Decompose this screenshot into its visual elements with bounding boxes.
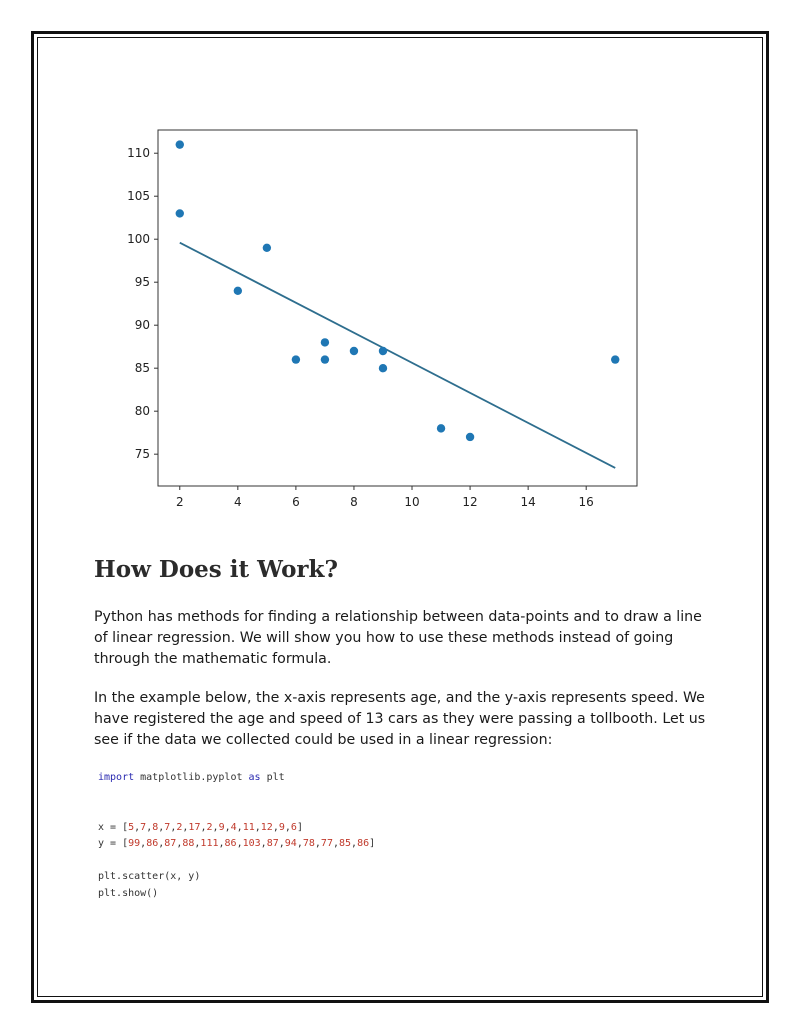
- data-point: [350, 347, 358, 355]
- code-module: matplotlib.pyplot: [134, 772, 249, 783]
- code-x-value: 9: [278, 821, 285, 833]
- y-tick-label: 90: [134, 318, 150, 333]
- code-y-values: 99,86,87,88,111,86,103,87,94,78,77,85,86: [128, 838, 370, 849]
- data-point: [292, 355, 300, 363]
- code-x-value: 2: [206, 821, 213, 833]
- code-keyword-as: as: [248, 772, 261, 783]
- data-point: [321, 338, 329, 346]
- y-tick-label: 95: [134, 275, 150, 290]
- code-y-value: 87: [164, 838, 177, 849]
- y-tick-label: 80: [134, 404, 150, 419]
- data-point: [234, 287, 242, 295]
- code-y-value: 111: [200, 838, 219, 849]
- code-x-value: 7: [164, 821, 171, 833]
- x-tick-label: 12: [462, 495, 478, 509]
- code-x-values: 5,7,8,7,2,17,2,9,4,11,12,9,6: [128, 821, 297, 833]
- code-y-prefix: y = [: [98, 838, 129, 849]
- code-y-value: 77: [320, 838, 333, 849]
- code-line-x: [98, 820, 375, 837]
- data-point: [466, 433, 474, 441]
- y-tick-label: 85: [134, 361, 150, 376]
- code-x-value: 11: [242, 821, 255, 833]
- data-point: [176, 140, 184, 148]
- x-tick-label: 10: [404, 495, 420, 509]
- code-y-value: 78: [302, 838, 315, 849]
- x-tick-label: 14: [520, 495, 536, 509]
- code-y-value: 86: [224, 838, 237, 849]
- code-y-value: 99: [128, 838, 141, 849]
- code-x-close: ]: [296, 821, 303, 833]
- x-tick-label: 4: [234, 495, 242, 509]
- example-paragraph: In the example below, the x-axis represents age, and the y-axis represents speed. We have registered the age and speed of 13 cars as they were passing a tollbooth. Let us see if the data we collected could be used in a linear regression:: [94, 690, 706, 748]
- code-x-value: 9: [218, 821, 225, 833]
- code-y-value: 86: [357, 838, 370, 849]
- code-block: [98, 770, 375, 902]
- x-tick-label: 16: [578, 495, 594, 509]
- plot-frame: [158, 130, 637, 486]
- code-x-value: 5: [128, 821, 135, 833]
- code-y-value: 88: [182, 838, 195, 849]
- code-x-value: 17: [188, 821, 201, 833]
- regression-line: [180, 243, 615, 468]
- x-tick-label: 6: [292, 495, 300, 509]
- section-heading: How Does it Work?: [94, 556, 338, 583]
- code-y-value: 94: [284, 838, 297, 849]
- code-x-prefix: x = [: [98, 821, 129, 833]
- code-x-value: 4: [230, 821, 237, 833]
- code-line-scatter: plt.scatter(x, y): [98, 871, 201, 882]
- code-x-value: 8: [152, 821, 159, 833]
- y-tick-label: 105: [127, 189, 150, 204]
- y-tick-label: 75: [134, 447, 150, 462]
- code-line-import: [98, 770, 375, 787]
- data-point: [263, 244, 271, 252]
- code-y-value: 87: [266, 838, 279, 849]
- data-point: [611, 355, 619, 363]
- code-y-close: ]: [369, 838, 376, 849]
- y-tick-label: 110: [127, 146, 150, 161]
- data-point: [437, 424, 445, 432]
- data-point: [176, 209, 184, 217]
- code-alias: plt: [260, 772, 285, 783]
- x-tick-label: 8: [350, 495, 358, 509]
- code-line-show: plt.show(): [98, 887, 159, 899]
- code-line-y: [98, 836, 375, 853]
- code-y-value: 85: [339, 838, 352, 849]
- x-tick-label: 2: [175, 495, 184, 509]
- code-x-value: 12: [260, 821, 273, 833]
- code-x-value: 7: [140, 821, 147, 833]
- intro-paragraph: Python has methods for finding a relationship between data-points and to draw a line of linear regression. We will show you how to use these methods instead of going through the mathematic formula.: [94, 609, 702, 667]
- data-point: [379, 347, 387, 355]
- y-tick-label: 100: [127, 232, 150, 247]
- code-y-value: 103: [242, 838, 261, 849]
- code-keyword-import: import: [98, 772, 135, 783]
- scatter-chart: [100, 120, 660, 520]
- code-x-value: 6: [290, 821, 297, 833]
- code-y-value: 86: [146, 838, 159, 849]
- data-point: [321, 355, 329, 363]
- data-point: [379, 364, 387, 372]
- code-x-value: 2: [176, 821, 183, 833]
